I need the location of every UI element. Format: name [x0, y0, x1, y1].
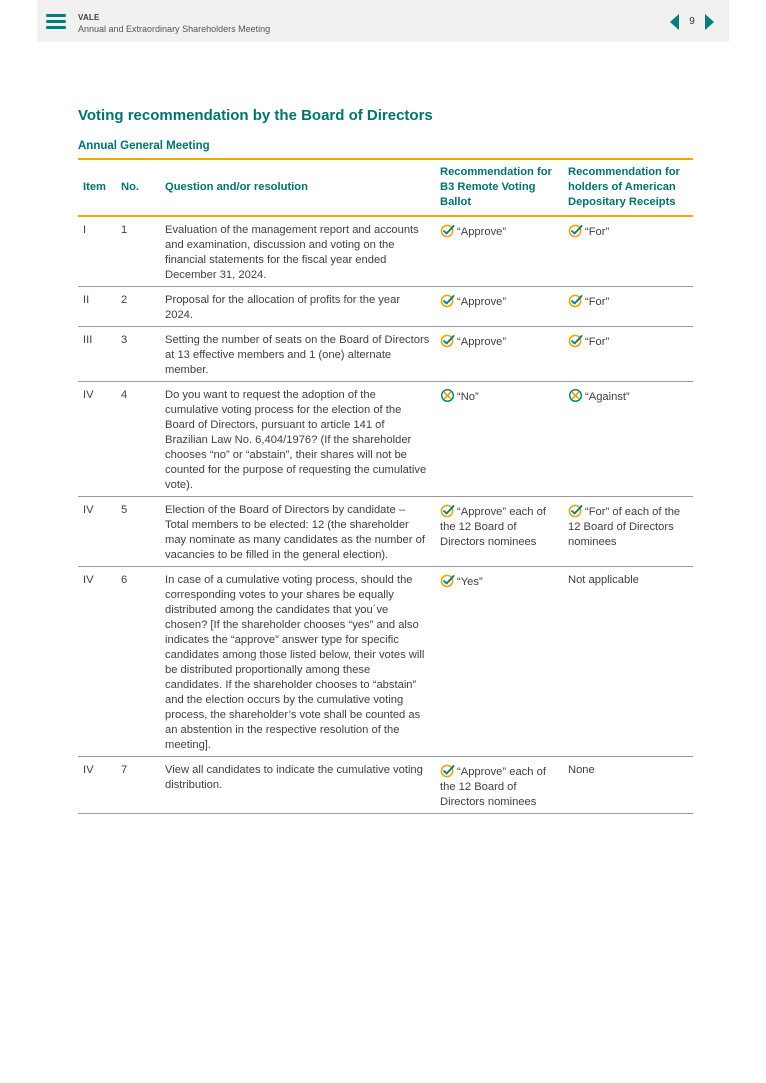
adr-recommendation-cell	[563, 497, 693, 567]
table-row	[78, 287, 693, 327]
adr-recommendation-cell-text: “For”	[585, 336, 610, 348]
adr-recommendation-cell-text: “For”	[585, 226, 610, 238]
check-icon	[568, 223, 583, 238]
question-cell	[160, 287, 435, 327]
header-b3-recommendation: Recommendation for B3 Remote Voting Ballot	[440, 166, 552, 208]
adr-recommendation-cell	[563, 216, 693, 287]
number-cell-text: 4	[121, 389, 128, 401]
question-cell	[160, 382, 435, 497]
item-cell	[78, 216, 116, 287]
question-cell	[160, 757, 435, 814]
table-row	[78, 216, 693, 287]
b3-recommendation-cell-text: “Approve”	[457, 296, 507, 308]
adr-recommendation-cell	[563, 567, 693, 757]
b3-recommendation-cell	[435, 327, 563, 382]
check-icon	[440, 503, 455, 518]
question-cell-text: Election of the Board of Directors by candidate – Total members to be elected: 12 (the shareholder may nominate as many candidates as the number of vacancies to be filled in the general election).	[165, 504, 425, 561]
check-icon	[440, 333, 455, 348]
b3-recommendation-cell-text: “No”	[457, 391, 479, 403]
question-cell	[160, 216, 435, 287]
item-cell	[78, 382, 116, 497]
item-cell-text: I	[83, 224, 87, 236]
b3-recommendation-cell	[435, 497, 563, 567]
number-cell	[116, 216, 160, 287]
check-icon	[440, 293, 455, 308]
b3-recommendation-cell	[435, 287, 563, 327]
item-cell	[78, 287, 116, 327]
b3-recommendation-cell	[435, 567, 563, 757]
question-cell	[160, 327, 435, 382]
b3-recommendation-cell-text: “Approve”	[457, 226, 507, 238]
table-row	[78, 567, 693, 757]
question-cell-text: In case of a cumulative voting process, should the corresponding votes to your shares be equally distributed among the candidates that you´ve chosen? [If the shareholder chooses “yes” and also indicates the “approve” answer type for specific candidates among those listed below, their votes will be distributed proportionally among these candidates. If the shareholder chooses to “abstain” and the election occurs by the cumulative voting process, the shareholder’s vote shall be counted as an abstention in the respective resolution of the meeting].	[165, 574, 425, 751]
b3-recommendation-cell	[435, 757, 563, 814]
item-cell	[78, 567, 116, 757]
item-cell	[78, 757, 116, 814]
b3-recommendation-cell-text: “Approve” each of the 12 Board of Directors nominees	[440, 506, 546, 548]
question-cell-text: View all candidates to indicate the cumulative voting distribution.	[165, 764, 423, 791]
header-item: Item	[83, 181, 107, 193]
table-row	[78, 327, 693, 382]
item-cell-text: IV	[83, 574, 94, 586]
x-icon	[440, 388, 455, 403]
b3-recommendation-cell-text: “Approve”	[457, 336, 507, 348]
number-cell-text: 5	[121, 504, 128, 516]
number-cell-text: 2	[121, 294, 128, 306]
adr-recommendation-cell-text: “Against”	[585, 391, 630, 403]
b3-recommendation-cell	[435, 382, 563, 497]
x-icon	[568, 388, 583, 403]
table-header-row	[78, 159, 693, 216]
page-title: Voting recommendation by the Board of Directors	[78, 107, 433, 124]
voting-table	[78, 158, 693, 814]
question-cell-text: Proposal for the allocation of profits for the year 2024.	[165, 294, 401, 321]
number-cell-text: 7	[121, 764, 128, 776]
number-cell	[116, 567, 160, 757]
adr-recommendation-cell-text: Not applicable	[568, 574, 639, 586]
table-row	[78, 382, 693, 497]
next-page-icon[interactable]	[705, 14, 714, 30]
top-bar	[37, 0, 729, 42]
adr-recommendation-cell-text: None	[568, 764, 595, 776]
item-cell	[78, 497, 116, 567]
question-cell-text: Do you want to request the adoption of the cumulative voting process for the election of the Board of Directors, pursuant to article 141 of Brazilian Law No. 6,404/1976? (If the shareholder chooses “no” or “abstain”, their shares will not be counted for the purpose of requesting the cumulative vote).	[165, 389, 427, 491]
question-cell	[160, 497, 435, 567]
check-icon	[440, 573, 455, 588]
item-cell	[78, 327, 116, 382]
question-cell-text: Evaluation of the management report and accounts and examination, discussion and voting on the financial statements for the fiscal year ended December 31, 2024.	[165, 224, 419, 281]
item-cell-text: IV	[83, 504, 94, 516]
adr-recommendation-cell-text: “For” of each of the 12 Board of Directors nominees	[568, 506, 681, 548]
check-icon	[568, 293, 583, 308]
adr-recommendation-cell	[563, 382, 693, 497]
b3-recommendation-cell	[435, 216, 563, 287]
check-icon	[440, 223, 455, 238]
header-question: Question and/or resolution	[165, 181, 308, 193]
item-cell-text: IV	[83, 389, 94, 401]
adr-recommendation-cell	[563, 327, 693, 382]
number-cell	[116, 287, 160, 327]
hamburger-icon[interactable]	[46, 14, 66, 30]
section-title: Annual General Meeting	[78, 140, 210, 152]
question-cell-text: Setting the number of seats on the Board of Directors at 13 effective members and 1 (one) alternate member.	[165, 334, 430, 376]
adr-recommendation-cell-text: “For”	[585, 296, 610, 308]
number-cell	[116, 497, 160, 567]
number-cell-text: 3	[121, 334, 128, 346]
header-adr-recommendation: Recommendation for holders of American Depositary Receipts	[568, 166, 680, 208]
b3-recommendation-cell-text: “Approve” each of the 12 Board of Directors nominees	[440, 766, 546, 808]
adr-recommendation-cell	[563, 757, 693, 814]
number-cell	[116, 382, 160, 497]
number-cell	[116, 327, 160, 382]
item-cell-text: III	[83, 334, 93, 346]
table-row	[78, 497, 693, 567]
number-cell-text: 6	[121, 574, 128, 586]
adr-recommendation-cell	[563, 287, 693, 327]
question-cell	[160, 567, 435, 757]
number-cell-text: 1	[121, 224, 128, 236]
b3-recommendation-cell-text: “Yes”	[457, 576, 483, 588]
header-no: No.	[121, 181, 140, 193]
check-icon	[440, 763, 455, 778]
check-icon	[568, 333, 583, 348]
previous-page-icon[interactable]	[670, 14, 679, 30]
item-cell-text: IV	[83, 764, 94, 776]
number-cell	[116, 757, 160, 814]
brand-name: VALE	[78, 13, 100, 22]
check-icon	[568, 503, 583, 518]
item-cell-text: II	[83, 294, 90, 306]
page-number: 9	[689, 16, 695, 27]
document-subtitle: Annual and Extraordinary Shareholders Meeting	[78, 24, 271, 34]
table-row	[78, 757, 693, 814]
